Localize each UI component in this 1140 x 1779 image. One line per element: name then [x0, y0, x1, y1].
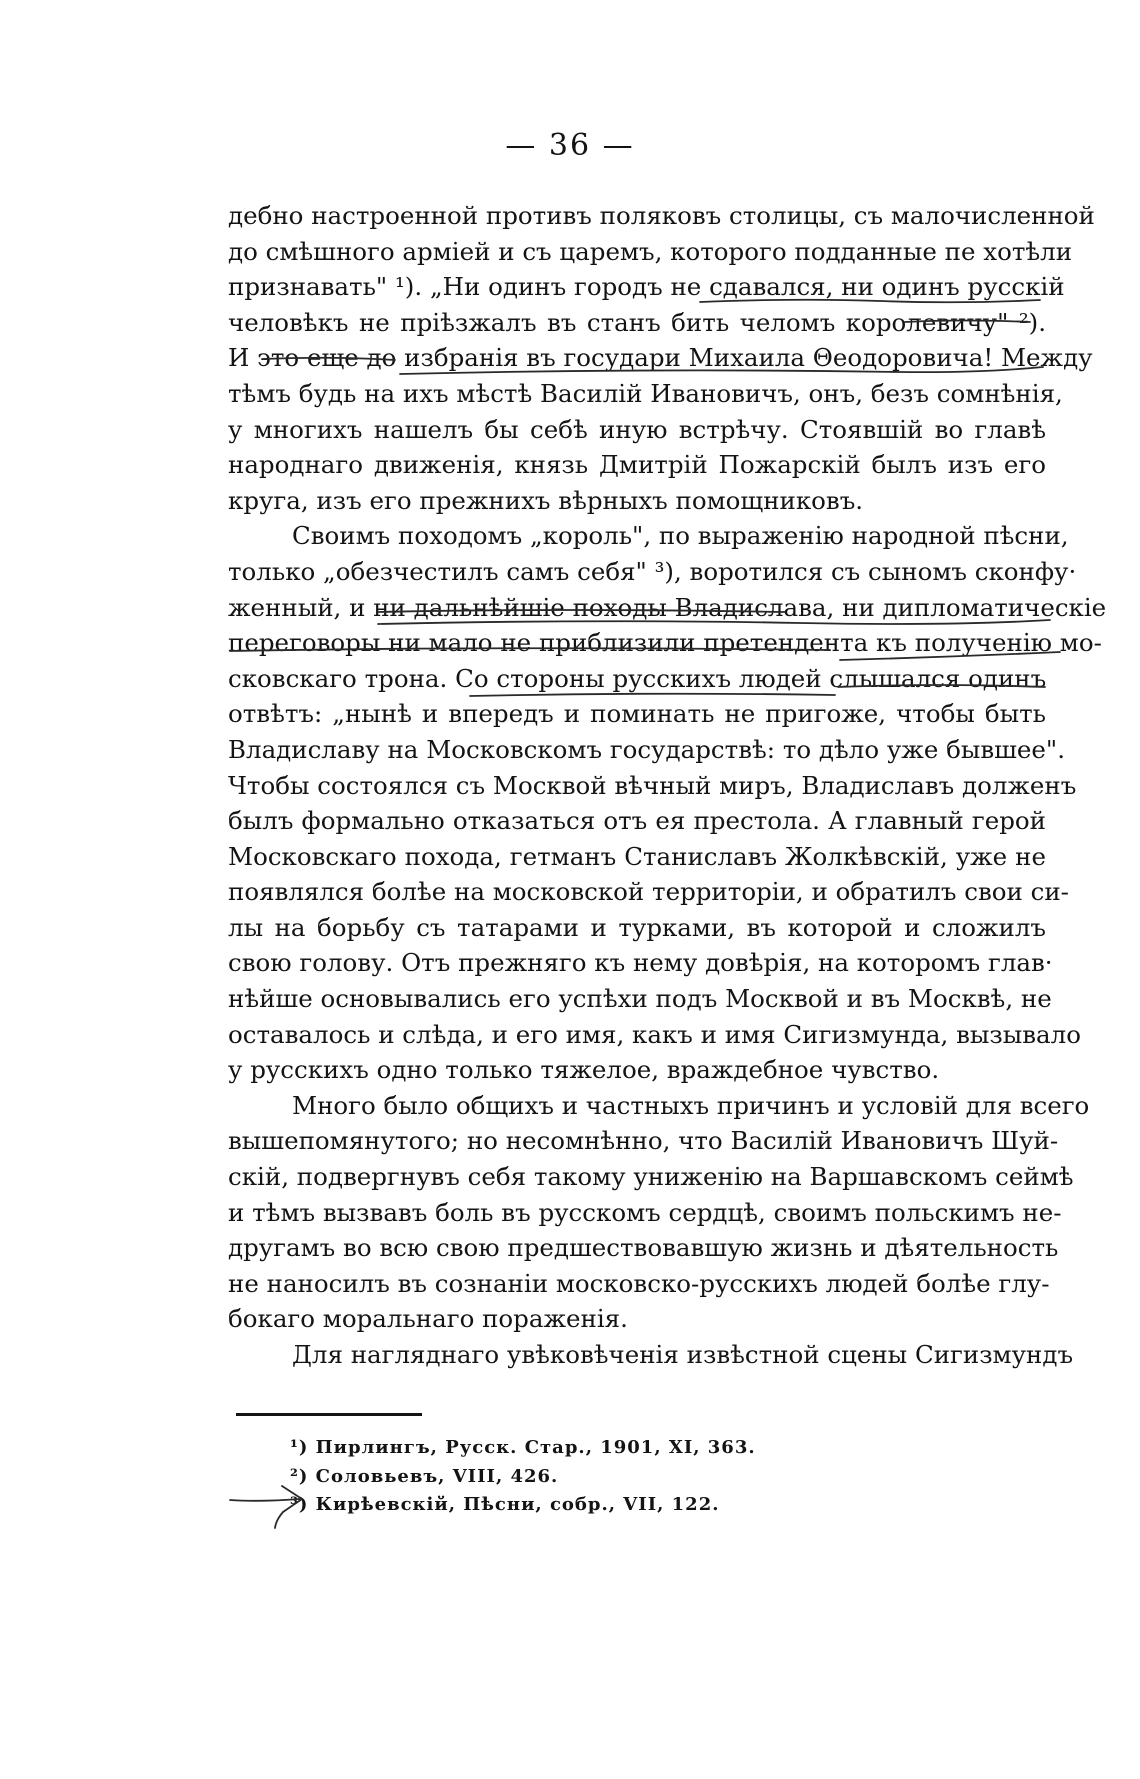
text-line: и тѣмъ вызвавъ боль въ русскомъ сердцѣ, своимъ польскимъ не- [228, 1197, 1062, 1227]
strikethrough-mark [838, 685, 1045, 687]
footnote: ¹) Пирлингъ, Русск. Стар., 1901, XI, 363. [290, 1437, 756, 1458]
footnote: ²) Соловьевъ, VIII, 426. [290, 1465, 559, 1487]
page-number: — 36 — [505, 128, 635, 163]
text-line: Чтобы состоялся съ Москвой вѣчный миръ, Владиславъ долженъ [228, 770, 1077, 800]
text-line: Владиславу на Московскомъ государствѣ: то дѣло уже бывшее". [228, 734, 1065, 764]
underline-mark [400, 367, 1043, 374]
text-line: свою голову. Отъ прежняго къ нему довѣрія, на которомъ глав· [228, 948, 1053, 978]
text-line: Своимъ походомъ „король", по выраженію народной пѣсни, [292, 521, 1069, 551]
text-line: Московскаго похода, гетманъ Станиславъ Жолкѣвскій, уже не [228, 841, 1046, 871]
text-line: не наносилъ въ сознаніи московско-русскихъ людей болѣе глу- [228, 1268, 1050, 1298]
text-line: только „обезчестилъ самъ себя" ³), воротился съ сыномъ сконфу· [228, 556, 1077, 586]
text-line: былъ формально отказаться отъ ея престола. А главный герой [228, 806, 1046, 836]
text-line: тѣмъ будь на ихъ мѣстѣ Василій Ивановичъ, онъ, безъ сомнѣнія, [228, 378, 1063, 408]
underline-mark [700, 300, 1040, 303]
underline-mark [378, 620, 1050, 624]
text-line: у русскихъ одно только тяжелое, враждебное чувство. [228, 1055, 940, 1085]
text-line: другамъ во всю свою предшествовавшую жизнь и дѣятельность [228, 1233, 1059, 1263]
text-line: у многихъ нашелъ бы себѣ иную встрѣчу. Стоявшій во главѣ [228, 414, 1046, 444]
text-line: переговоры ни мало не приблизили претендента къ полученію мо- [228, 628, 1102, 658]
text-line: появлялся болѣе на московской территоріи, и обратилъ свои си- [228, 877, 1069, 907]
text-line: оставалось и слѣда, и его имя, какъ и имя Сигизмунда, вызывало [228, 1019, 1081, 1049]
text-line: народнаго движенія, князь Дмитрій Пожарскій былъ изъ его [228, 450, 1046, 480]
underline-mark [840, 652, 1060, 660]
text-line: скій, подвергнувъ себя такому униженію на Варшавскомъ сеймѣ [228, 1162, 1074, 1192]
arrow-mark [275, 1512, 283, 1528]
text-line: дебно настроенной противъ поляковъ столицы, съ малочисленной [228, 201, 1095, 230]
text-line: Много было общихъ и частныхъ причинъ и условій для всего [292, 1090, 1090, 1120]
strikethrough-mark [378, 610, 785, 612]
underline-mark [470, 694, 835, 696]
text-line: лы на борьбу съ татарами и турками, въ которой и сложилъ [228, 912, 1046, 942]
text-line: нѣйше основывались его успѣхи подъ Москвой и въ Москвѣ, не [228, 984, 1052, 1014]
arrow-mark [230, 1499, 300, 1501]
strikethrough-mark [262, 358, 395, 360]
text-line: бокаго моральнаго пораженія. [228, 1304, 628, 1334]
text-line: отвѣтъ: „нынѣ и впередъ и поминать не пригоже, чтобы быть [228, 699, 1046, 729]
text-line: Для нагляднаго увѣковѣченія извѣстной сцены Сигизмундъ [292, 1340, 1074, 1369]
text-line: круга, изъ его прежнихъ вѣрныхъ помощниковъ. [228, 485, 864, 515]
strikethrough-mark [230, 648, 830, 651]
text-line: И это еще до избранія въ государи Михаила Θеодоровича! Между [228, 343, 1093, 373]
text-line: вышепомянутого; но несомнѣнно, что Василій Ивановичъ Шуй- [228, 1126, 1059, 1156]
text-line: женный, и ни дальнѣйшіе походы Владислава, ни дипломатическіе [228, 592, 1107, 622]
text-line: сковскаго трона. Со стороны русскихъ людей слышался одинъ [228, 663, 1047, 693]
text-line: до смѣшного арміей и съ царемъ, которого подданные пе хотѣли [228, 236, 1073, 266]
underline-mark [905, 321, 1030, 323]
text-line: признавать" ¹). „Ни одинъ городъ не сдавался, ни одинъ русскій [228, 272, 1065, 302]
footnote: ³) Кирѣевскій, Пѣсни, собр., VII, 122. [290, 1494, 720, 1515]
text-line: человѣкъ не пріѣзжалъ въ станъ бить челомъ королевичу" ²). [228, 307, 1046, 337]
